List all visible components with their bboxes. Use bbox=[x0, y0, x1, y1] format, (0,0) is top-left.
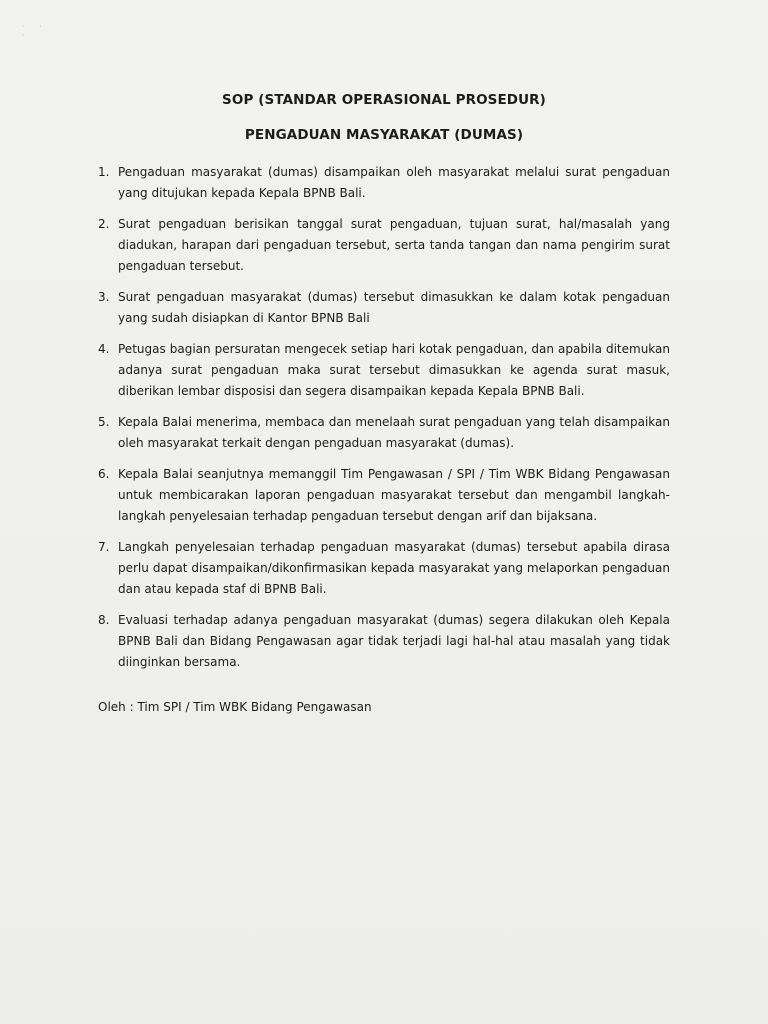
procedure-item-text: Surat pengaduan berisikan tanggal surat pengaduan, tujuan surat, hal/masalah yang diadukan, harapan dari pengaduan tersebut, serta tanda tangan dan nama pengirim surat pengaduan tersebut. bbox=[118, 217, 670, 273]
document-title: SOP (STANDAR OPERASIONAL PROSEDUR) bbox=[222, 92, 546, 108]
procedure-item-number: 6. bbox=[98, 467, 110, 481]
procedure-item-number: 2. bbox=[98, 217, 110, 231]
procedure-item bbox=[98, 339, 670, 402]
procedure-item-number: 5. bbox=[98, 415, 110, 429]
document-header bbox=[0, 90, 768, 145]
procedure-item-text: Langkah penyelesaian terhadap pengaduan masyarakat (dumas) tersebut apabila dirasa perlu dapat disampaikan/dikonfirmasikan kepada masyarakat yang melaporkan pengaduan dan atau kepada staf di BPNB Bali. bbox=[118, 540, 670, 596]
scan-speck-marks: · · · bbox=[22, 22, 48, 40]
procedure-item-text: Surat pengaduan masyarakat (dumas) tersebut dimasukkan ke dalam kotak pengaduan yang sudah disiapkan di Kantor BPNB Bali bbox=[118, 290, 670, 325]
procedure-item-number: 8. bbox=[98, 613, 110, 627]
procedure-item-text: Evaluasi terhadap adanya pengaduan masyarakat (dumas) segera dilakukan oleh Kepala BPNB Bali dan Bidang Pengawasan agar tidak terjadi lagi hal-hal atau masalah yang tidak diinginkan bersama. bbox=[118, 613, 670, 669]
procedure-item-text: Kepala Balai menerima, membaca dan menelaah surat pengaduan yang telah disampaikan oleh masyarakat terkait dengan pengaduan masyarakat (dumas). bbox=[118, 415, 670, 450]
procedure-item-number: 7. bbox=[98, 540, 110, 554]
procedure-item bbox=[98, 287, 670, 329]
procedure-item-number: 4. bbox=[98, 342, 110, 356]
procedure-item bbox=[98, 537, 670, 600]
procedure-item bbox=[98, 412, 670, 454]
procedure-item bbox=[98, 214, 670, 277]
document-signature: Oleh : Tim SPI / Tim WBK Bidang Pengawasan bbox=[98, 700, 372, 714]
procedure-item bbox=[98, 610, 670, 673]
procedure-item bbox=[98, 162, 670, 204]
procedure-item-text: Kepala Balai seanjutnya memanggil Tim Pengawasan / SPI / Tim WBK Bidang Pengawasan untuk membicarakan laporan pengaduan masyarakat tersebut dan mengambil langkah-langkah penyelesaian terhadap pengaduan tersebut dengan arif dan bijaksana. bbox=[118, 467, 670, 523]
document-subtitle: PENGADUAN MASYARAKAT (DUMAS) bbox=[244, 127, 524, 143]
procedure-item-text: Pengaduan masyarakat (dumas) disampaikan oleh masyarakat melalui surat pengaduan yang ditujukan kepada Kepala BPNB Bali. bbox=[118, 165, 670, 200]
procedure-item bbox=[98, 464, 670, 527]
procedure-item-text: Petugas bagian persuratan mengecek setiap hari kotak pengaduan, dan apabila ditemukan adanya surat pengaduan maka surat tersebut dimasukkan ke agenda surat masuk, diberikan lembar disposisi dan segera disampaikan kepada Kepala BPNB Bali. bbox=[118, 342, 670, 398]
procedure-list bbox=[98, 162, 670, 683]
procedure-item-number: 1. bbox=[98, 165, 110, 179]
procedure-item-number: 3. bbox=[98, 290, 110, 304]
